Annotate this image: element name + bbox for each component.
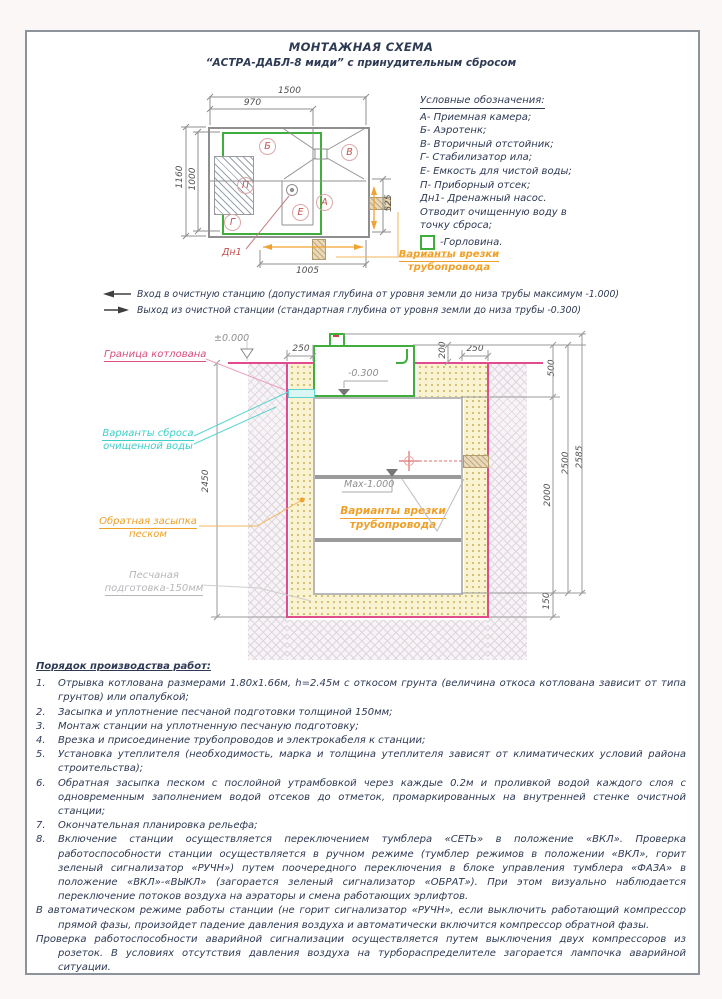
- work-order-item: [36, 677, 686, 705]
- plan-dim-1160: 1160: [175, 165, 185, 189]
- gorlovina-label: -Горловина.: [440, 236, 503, 248]
- compartment-label-v: В: [341, 144, 358, 161]
- work-order-paragraph: Проверка работоспособности аварийной сигнализации осуществляется путем выключения двух компрессоров из розеток. В условиях отсутствия давления воздуха на турбораспределителе загорается лампочка аварийной ситуации.: [36, 933, 686, 974]
- legend-item: В- Вторичный отстойник;: [420, 138, 554, 150]
- work-order-header: Порядок производства работ:: [36, 661, 211, 672]
- discharge-pipe-stub: [288, 389, 315, 398]
- section-dim-500: 500: [547, 359, 557, 377]
- legend-item: А- Приемная камера;: [420, 111, 532, 123]
- section-dim-250-left: 250: [292, 344, 310, 354]
- lid-step-detail: [396, 349, 408, 364]
- soil-hatch-bottom: [287, 620, 488, 660]
- soil-hatch-left: [248, 363, 287, 660]
- page-subtitle: “АСТРА-ДАБЛ-8 миди” с принудительным сбросом: [205, 57, 517, 69]
- section-pipe-level-2: [315, 538, 461, 542]
- level-max-label: Max-1.000: [344, 479, 395, 490]
- plan-pipe-variants-line1: Варианты врезки: [398, 249, 500, 260]
- page-title: МОНТАЖНАЯ СХЕМА: [288, 40, 434, 54]
- work-order-paragraph: В автоматическом режиме работы станции (не горит сигнализатор «РУЧН», если выключить работающий компрессор прямой фазы, произойдет падение давления воздуха и автоматически включится компрессор обратной фазы.: [36, 905, 686, 931]
- item-text: Засыпка и уплотнение песчаной подготовки толщиной 150мм;: [58, 706, 393, 718]
- sand-base-line1: Песчаная: [129, 570, 179, 581]
- section-dim-250-right: 250: [466, 344, 484, 354]
- legend-item: точку сброса;: [420, 220, 493, 232]
- plan-dim-1000: 1000: [188, 167, 198, 191]
- item-text: Отрывка котлована размерами 1.80х1.66м, h=2.45м с откосом грунта (величина откоса котлована зависит от типа грунтов) или опалубкой;: [58, 678, 686, 704]
- discharge-line2: очищенной воды: [103, 440, 193, 452]
- work-order-item: [36, 819, 686, 833]
- section-dim-2585: 2585: [575, 445, 585, 469]
- plan-dim-525: 525: [384, 194, 394, 212]
- sand-backfill-right: [464, 398, 487, 617]
- legend-item: Отводит очищенную воду в: [420, 206, 567, 218]
- discharge-line1: Варианты сброса: [102, 428, 194, 439]
- work-order-item: [36, 720, 686, 734]
- item-number: 8.: [36, 834, 46, 846]
- section-dim-200: 200: [438, 341, 448, 359]
- pit-boundary-label: Граница котлована: [104, 349, 207, 360]
- item-number: 5.: [36, 749, 46, 761]
- section-pipe-variants-line2: трубопровода: [349, 519, 437, 531]
- compartment-label-a: А: [316, 194, 333, 211]
- legend-item: Е- Емкость для чистой воды;: [420, 165, 572, 177]
- backfill-line1: Обратная засыпка: [99, 516, 197, 527]
- item-number: 6.: [36, 777, 46, 789]
- plan-pipe-variants-line2: трубопровода: [407, 262, 491, 273]
- plan-dim-970: 970: [243, 98, 262, 108]
- outlet-note: Выход из очистной станции (стандартная глубина от уровня земли до низа трубы -0.300): [137, 305, 582, 316]
- compartment-label-g: Г: [224, 214, 241, 231]
- section-station-body: [313, 397, 463, 595]
- plan-pipe-variants-label: [396, 248, 502, 274]
- backfill-label: [98, 516, 198, 541]
- legend-item: Г- Стабилизатор ила;: [420, 152, 533, 164]
- plan-bottom-pipe-stub: [312, 239, 326, 260]
- plan-dim-1005: 1005: [296, 266, 319, 276]
- item-number: 2.: [36, 706, 46, 718]
- work-order-item: [36, 748, 686, 776]
- work-order-item: [36, 777, 686, 820]
- compartment-label-e: Е: [292, 204, 309, 221]
- sand-base-label: [100, 570, 208, 595]
- item-number: 3.: [36, 720, 46, 732]
- pit-wall-left-line: [286, 362, 288, 618]
- level-zero-label: ±0.000: [214, 333, 250, 344]
- item-number: 7.: [36, 820, 46, 832]
- section-inlet-pipe-stub: [463, 455, 489, 468]
- item-text: Включение станции осуществляется переключением тумблера «СЕТЬ» в положение «ВКЛ». Проверка работоспособности станции осуществляется в ручном режиме (тумблер режимов в положении «ВКЛ», горит зеленый сигнализатор «РУЧН») путем поочередного переключения в блоке управления тумблера «ФАЗА» в положение «ВКЛ»-«ВЫКЛ» (загорается зеленый сигнализатор «ОБРАТ»). При этом визуально наблюдается переключение потоков воздуха на аэраторы и смена работающих эрлифтов.: [58, 834, 686, 903]
- sand-backfill-left: [289, 364, 313, 617]
- work-order-item: [36, 833, 686, 904]
- section-pipe-variants-line1: Варианты врезки: [340, 505, 446, 517]
- plan-dim-1500: 1500: [278, 86, 301, 96]
- item-number: 4.: [36, 735, 46, 747]
- item-text: Окончательная планировка рельефа;: [58, 820, 258, 832]
- section-pipe-variants-label: [338, 504, 448, 532]
- pump-label: Дн1: [222, 247, 242, 258]
- pit-bottom-line: [286, 616, 489, 618]
- item-text: Обратная засыпка песком с послойной утрамбовкой через каждые 0.2м и проливкой водой каждого слоя с одновременным заполнением водой отсеков до отметок, промаркированных на внутренней стенке очистной станции;: [58, 777, 686, 818]
- legend-item: П- Приборный отсек;: [420, 179, 531, 191]
- vent-mark: [333, 335, 339, 337]
- section-dim-150: 150: [542, 592, 552, 610]
- discharge-variants-label: [100, 428, 196, 453]
- inlet-note: Вход в очистную станцию (допустимая глубина от уровня земли до низа трубы максимум -1.000): [137, 289, 620, 300]
- item-text: Установка утеплителя (необходимость, марка и толщина утеплителя зависят от климатических условий района строительства);: [58, 749, 686, 775]
- compartment-label-p: П: [237, 177, 254, 194]
- work-order-item: [36, 734, 686, 748]
- level-lid-label: -0.300: [348, 368, 379, 379]
- legend-item: Б- Аэротенк;: [420, 125, 487, 137]
- item-number: 1.: [36, 678, 46, 690]
- section-dim-2000: 2000: [543, 483, 553, 507]
- soil-hatch-right: [488, 363, 527, 660]
- legend-item: Дн1- Дренажный насос.: [420, 193, 547, 205]
- compartment-label-b: Б: [259, 138, 276, 155]
- work-order-block: [36, 660, 686, 975]
- backfill-line2: песком: [129, 528, 167, 540]
- sand-base-layer: [289, 593, 487, 617]
- item-text: Врезка и присоединение трубопроводов и электрокабеля к станции;: [58, 735, 426, 747]
- pit-wall-right-line: [487, 362, 489, 618]
- sand-base-line2: подготовка-150мм: [104, 582, 204, 594]
- item-text: Монтаж станции на уплотненную песчаную подготовку;: [58, 720, 359, 732]
- legend-header: Условные обозначения:: [420, 94, 545, 109]
- sand-backfill-top-right: [417, 364, 487, 398]
- section-dim-2450: 2450: [201, 469, 211, 493]
- section-dim-2500: 2500: [561, 451, 571, 475]
- work-order-item: [36, 706, 686, 720]
- legend: [420, 94, 600, 250]
